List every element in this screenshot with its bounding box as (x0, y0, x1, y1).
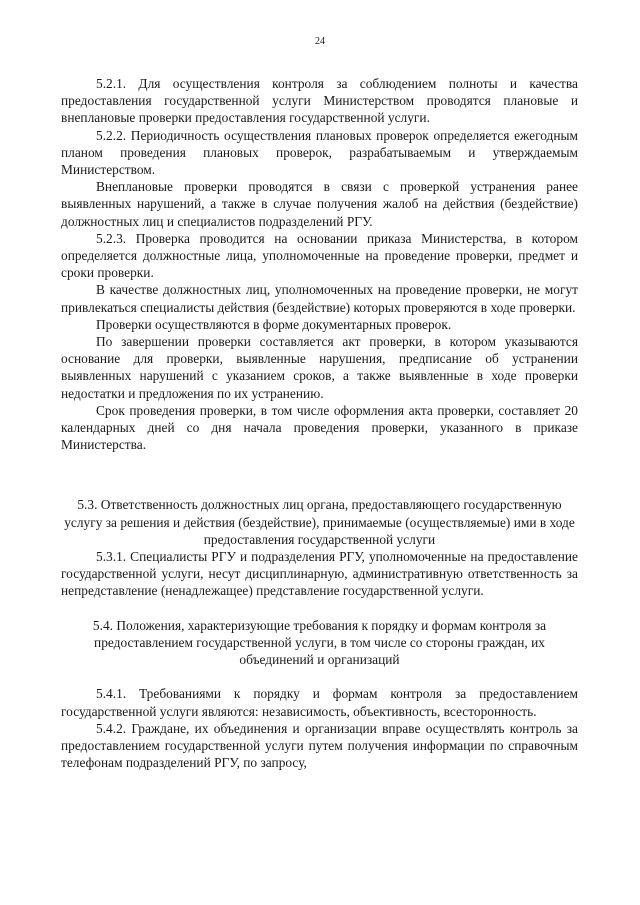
heading-5-4: 5.4. Положения, характеризующие требования к порядку и формам контроля за предоставлением государственной услуги, в том числе со стороны граждан, их объединений и организаций (92, 617, 547, 668)
paragraph-5-2-3: 5.2.3. Проверка проводится на основании приказа Министерства, в котором определяется должностные лица, уполномоченные на проведение проверки, предмет и сроки проверки. (61, 230, 578, 281)
paragraph-check-period: Срок проведения проверки, в том числе оформления акта проверки, составляет 20 календарных дней со дня начала проведения проверки, указанного в приказе Министерства. (61, 402, 578, 453)
paragraph-5-2-2: 5.2.2. Периодичность осуществления плановых проверок определяется ежегодным планом проведения плановых проверок, разрабатываемым и утверждаемым Министерством. (61, 127, 578, 178)
paragraph-officials: В качестве должностных лиц, уполномоченных на проведение проверки, не могут привлекаться специалисты действия (бездействие) которых проверяются в ходе проверки. (61, 282, 578, 315)
paragraph-5-3-1: 5.3.1. Специалисты РГУ и подразделения РГУ, уполномоченные на предоставление государственной услуги, несут дисциплинарную, административную ответственность за непредставление (ненадлежащее) представление государственной услуги. (61, 549, 578, 599)
paragraph-unscheduled-checks: Внеплановые проверки проводятся в связи с проверкой устранения ранее выявленных нарушений, а также в случае получения жалоб на действия (бездействие) должностных лиц и специалистов подразделений РГУ. (61, 179, 578, 229)
paragraph-5-4-2: 5.4.2. Граждане, их объединения и организации вправе осуществлять контроль за предоставлением государственной услуги путем получения информации по справочным телефонам подразделений РГУ, по запросу, (61, 720, 578, 771)
paragraph-documentary-checks: Проверки осуществляются в форме документарных проверок. (96, 316, 452, 332)
heading-5-3: 5.3. Ответственность должностных лиц органа, предоставляющего государственную услугу за решения и действия (бездействие), принимаемые (осуществляемые) ими в ходе предоставления государственной услуги (64, 497, 575, 547)
paragraph-5-4-1: 5.4.1. Требованиями к порядку и формам контроля за предоставлением государственной услуги являются: независимость, объективность, всесторонность. (61, 686, 578, 719)
page-number: 24 (315, 36, 325, 47)
paragraph-5-2-1: 5.2.1. Для осуществления контроля за соблюдением полноты и качества предоставления государственной услуги Министерством проводятся плановые и внеплановые проверки предоставления государственной услуги. (61, 76, 578, 126)
document-body (61, 75, 578, 771)
paragraph-check-act: По завершении проверки составляется акт проверки, в котором указываются основание для проверки, выявленные нарушения, предписание об устранении выявленных нарушений с указанием сроков, а также выявленные в ходе проверки недостатки и предложения по их устранению. (61, 334, 578, 401)
